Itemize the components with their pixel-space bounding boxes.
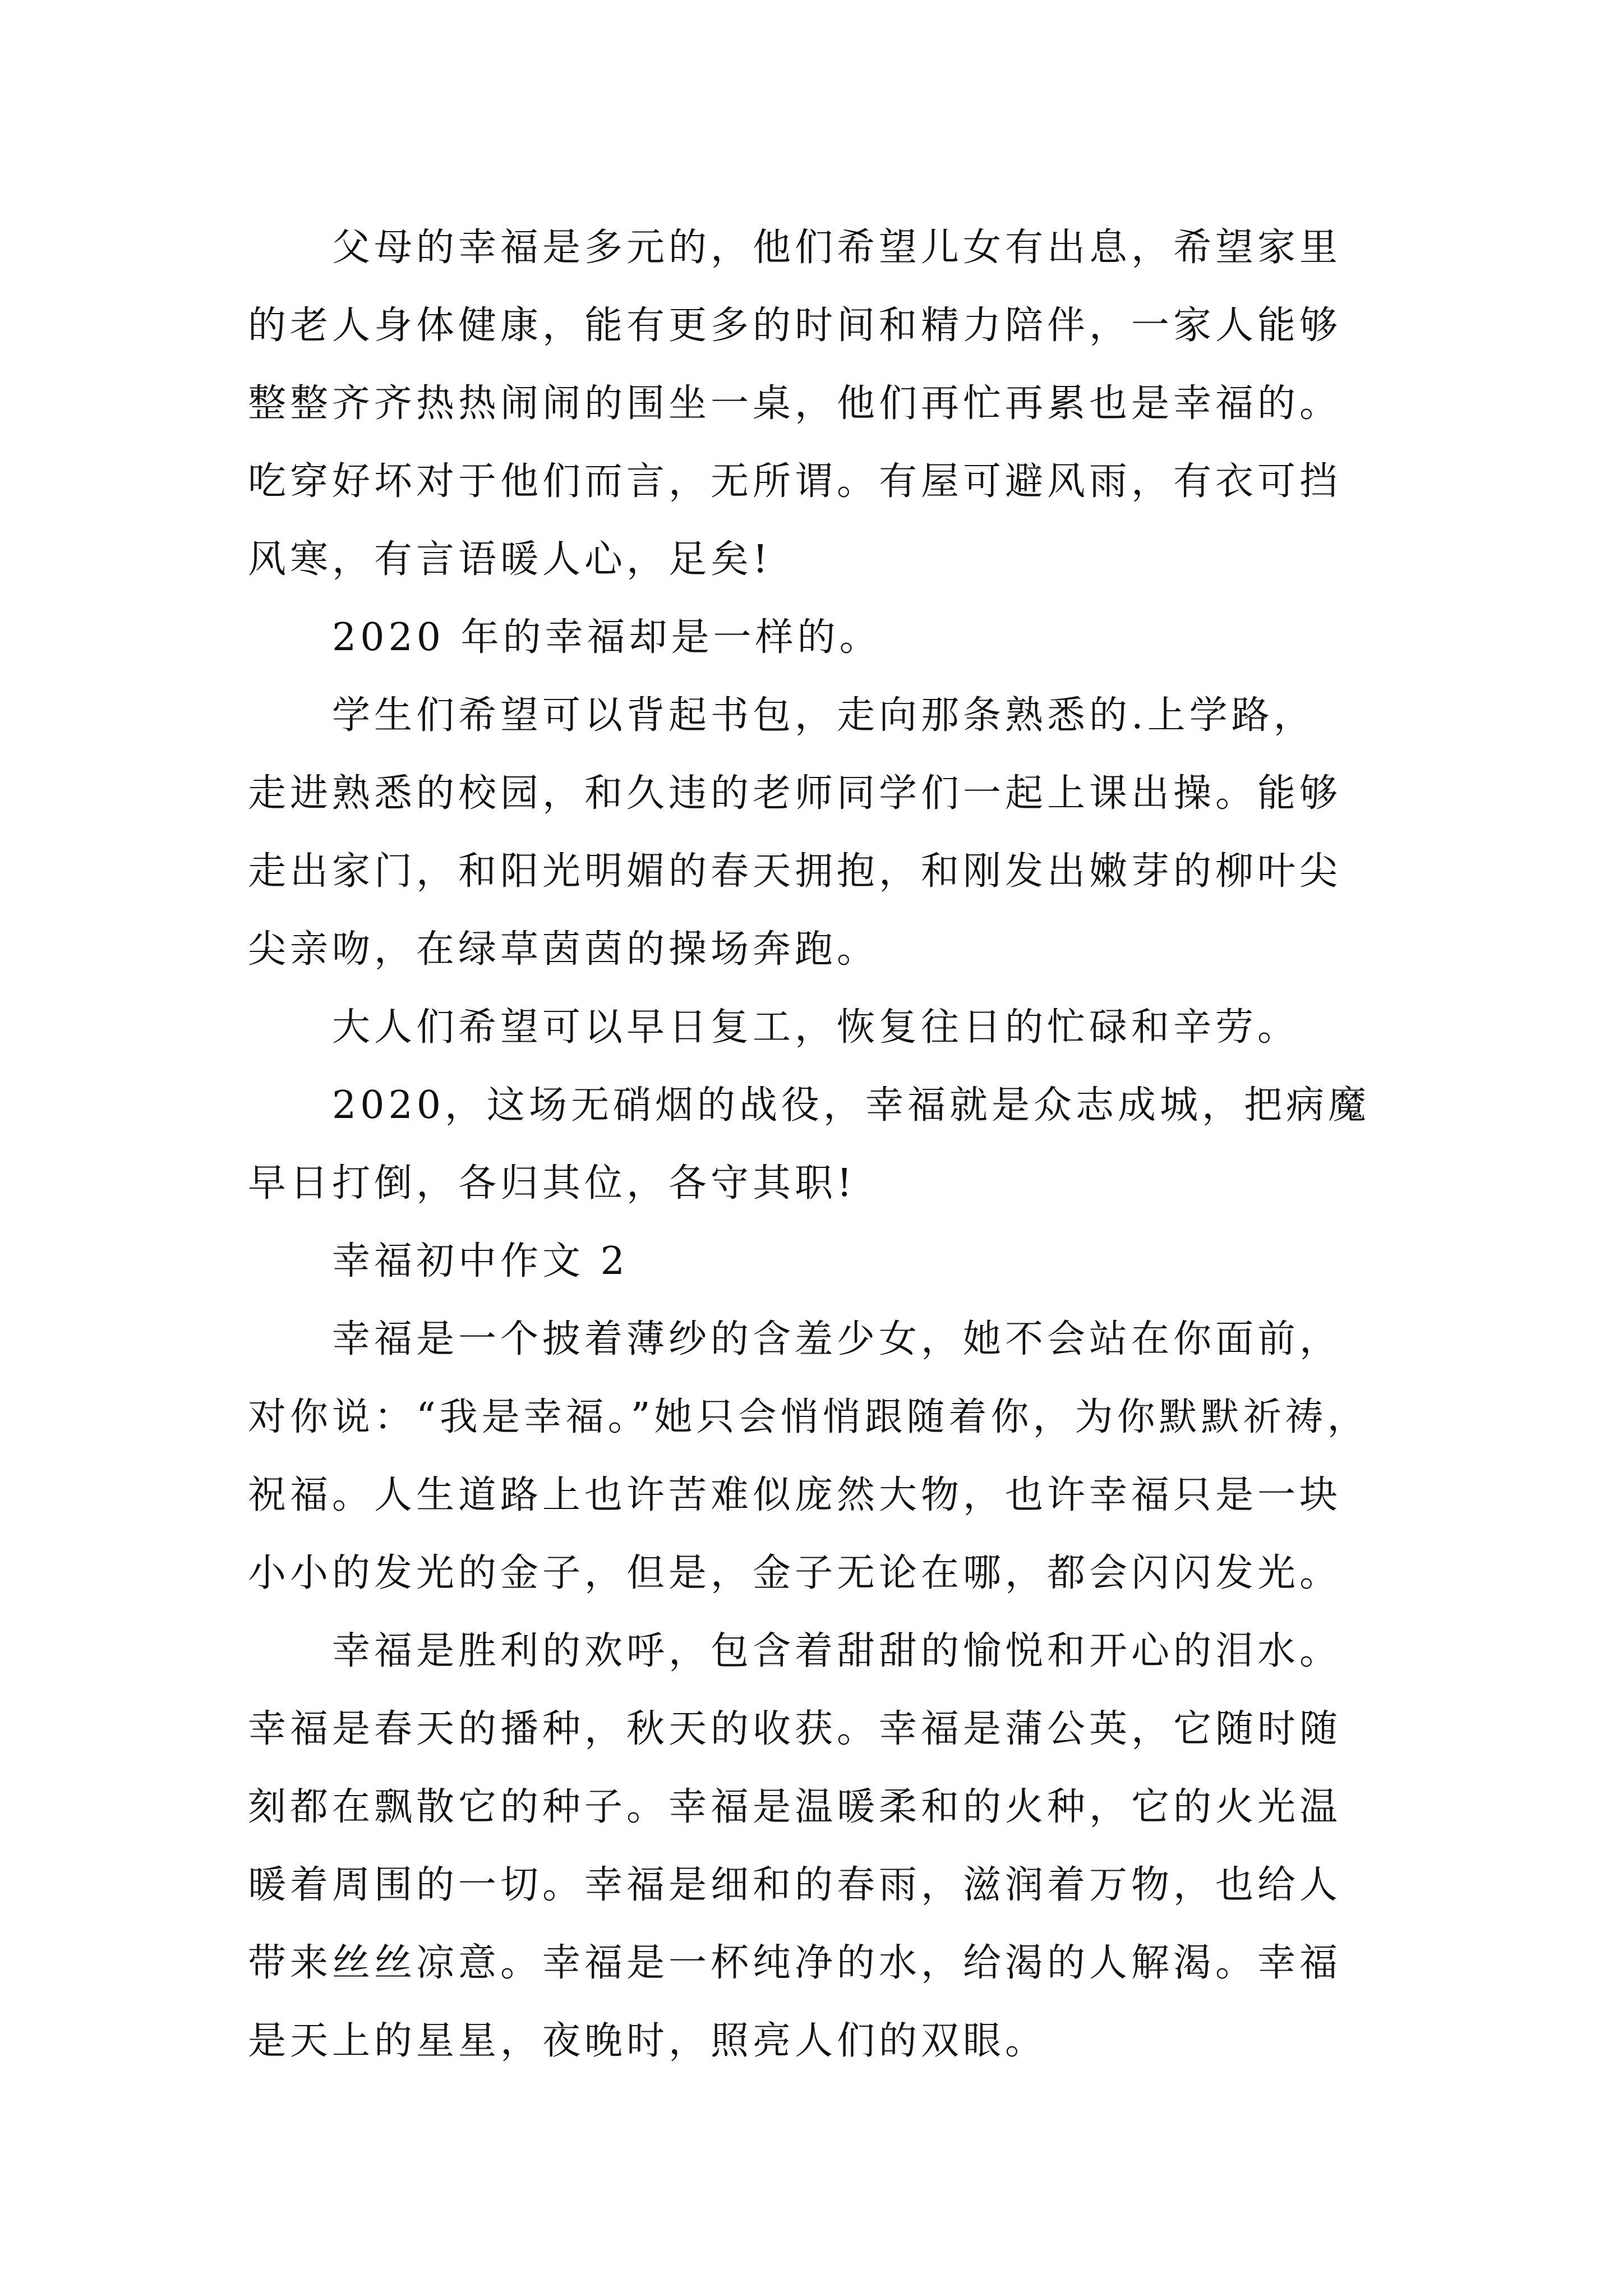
text-line: 父母的幸福是多元的，他们希望儿女有出息，希望家里 (332, 226, 1342, 270)
text-line: 2020，这场无硝烟的战役，幸福就是众志成城，把病魔 (332, 1083, 1371, 1128)
text-line: 幸福是春天的播种，秋天的收获。幸福是蒲公英，它随时随 (248, 1707, 1342, 1751)
text-line: 走出家门，和阳光明媚的春天拥抱，和刚发出嫩芽的柳叶尖 (248, 849, 1342, 894)
text-line: 风寒，有言语暖人心，足矣! (248, 537, 772, 582)
text-line: 早日打倒，各归其位，各守其职! (248, 1161, 856, 1205)
text-line: 走进熟悉的校园，和久违的老师同学们一起上课出操。能够 (248, 771, 1342, 816)
text-line: 对你说：“我是幸福。”她只会悄悄跟随着你，为你默默祈祷， (248, 1395, 1370, 1439)
text-line: 幸福初中作文 2 (332, 1239, 629, 1283)
text-line: 刻都在飘散它的种子。幸福是温暖柔和的火种，它的火光温 (248, 1785, 1342, 1829)
text-line: 尖亲吻，在绿草茵茵的操场奔跑。 (248, 927, 879, 972)
text-line: 祝福。人生道路上也许苦难似庞然大物，也许幸福只是一块 (248, 1473, 1342, 1517)
text-line: 吃穿好坏对于他们而言，无所谓。有屋可避风雨，有衣可挡 (248, 459, 1342, 504)
text-line: 学生们希望可以背起书包，走向那条熟悉的.上学路， (332, 693, 1316, 738)
text-line: 小小的发光的金子，但是，金子无论在哪，都会闪闪发光。 (248, 1551, 1342, 1595)
text-line: 幸福是胜利的欢呼，包含着甜甜的愉悦和开心的泪水。 (332, 1629, 1342, 1673)
text-line: 幸福是一个披着薄纱的含羞少女，她不会站在你面前， (332, 1317, 1342, 1361)
document-body (248, 209, 1398, 2080)
text-line: 的老人身体健康，能有更多的时间和精力陪伴，一家人能够 (248, 303, 1342, 348)
text-line: 带来丝丝凉意。幸福是一杯纯净的水，给渴的人解渴。幸福 (248, 1941, 1342, 1985)
document-page (248, 209, 1398, 2080)
text-line: 大人们希望可以早日复工，恢复往日的忙碌和辛劳。 (332, 1005, 1300, 1050)
text-line: 整整齐齐热热闹闹的围坐一桌，他们再忙再累也是幸福的。 (248, 381, 1342, 426)
text-line: 暖着周围的一切。幸福是细和的春雨，滋润着万物，也给人 (248, 1863, 1342, 1907)
text-line: 是天上的星星，夜晚时，照亮人们的双眼。 (248, 2019, 1048, 2063)
text-line: 2020 年的幸福却是一样的。 (332, 615, 882, 660)
